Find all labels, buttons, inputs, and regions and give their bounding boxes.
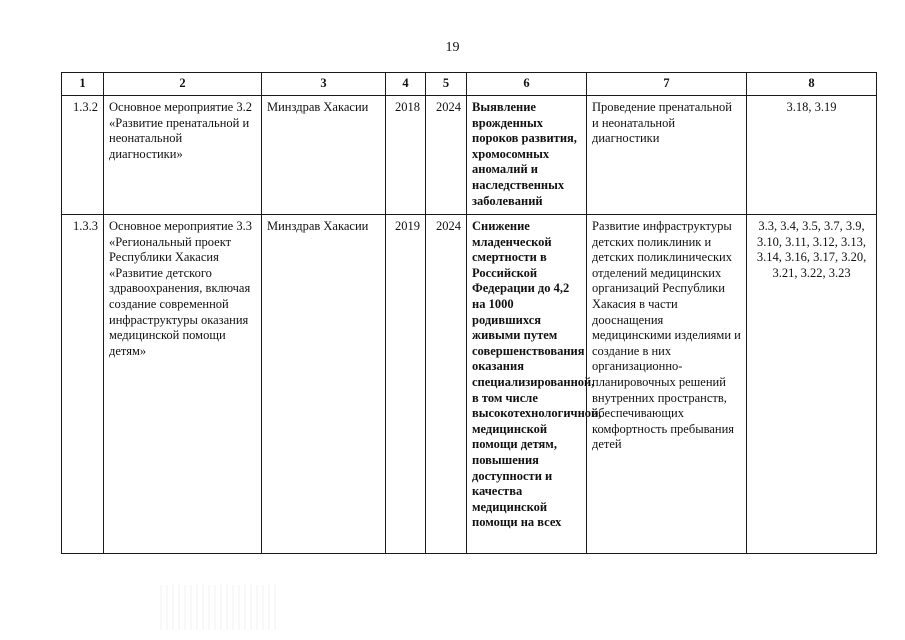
header-cell-8: 8: [747, 73, 877, 96]
row-end-year: 2024: [426, 96, 467, 215]
row-directions: Проведение пренатальной и неонатальной диагностики: [587, 96, 747, 215]
row-start-year: 2018: [386, 96, 426, 215]
header-cell-7: 7: [587, 73, 747, 96]
row-indicators: 3.18, 3.19: [747, 96, 877, 215]
header-cell-5: 5: [426, 73, 467, 96]
row-executor: Минздрав Хакасии: [262, 96, 386, 215]
header-cell-3: 3: [262, 73, 386, 96]
row-end-year: 2024: [426, 215, 467, 554]
scan-artifact: [160, 585, 280, 630]
row-executor: Минздрав Хакасии: [262, 215, 386, 554]
row-expected-result: Выявление врожденных пороков развития, хромосомных аномалий и наследственных заболеваний: [467, 96, 587, 215]
program-table: [61, 72, 877, 554]
header-cell-1: 1: [62, 73, 104, 96]
row-directions: Развитие инфраструктуры детских поликлиник и детских поликлинических отделений медицинских организаций Республики Хакасия в части дооснащения медицинскими изделиями и создание в них организационно-планировочных решений внутренних пространств, обеспечивающих комфортность пребывания детей: [587, 215, 747, 554]
row-code: 1.3.3: [62, 215, 104, 554]
header-cell-2: 2: [104, 73, 262, 96]
page-number: 19: [445, 40, 460, 55]
table-row: [62, 215, 877, 554]
row-indicators: 3.3, 3.4, 3.5, 3.7, 3.9, 3.10, 3.11, 3.12, 3.13, 3.14, 3.16, 3.17, 3.20, 3.21, 3.22, 3.23: [747, 215, 877, 554]
row-start-year: 2019: [386, 215, 426, 554]
row-code: 1.3.2: [62, 96, 104, 215]
table-header-row: [62, 73, 877, 96]
header-cell-4: 4: [386, 73, 426, 96]
row-expected-result: Снижение младенческой смертности в Российской Федерации до 4,2 на 1000 родившихся живыми путем совершенствования оказания специализированной, в том числе высокотехнологичной, медицинской помощи детям, повышения доступности и качества медицинской помощи на всех: [467, 215, 587, 554]
row-event: Основное мероприятие 3.2 «Развитие пренатальной и неонатальной диагностики»: [104, 96, 262, 215]
table-row: [62, 96, 877, 215]
row-event: Основное мероприятие 3.3 «Региональный проект Республики Хакасия «Развитие детского здравоохранения, включая создание современной инфраструктуры оказания медицинской помощи детям»: [104, 215, 262, 554]
header-cell-6: 6: [467, 73, 587, 96]
